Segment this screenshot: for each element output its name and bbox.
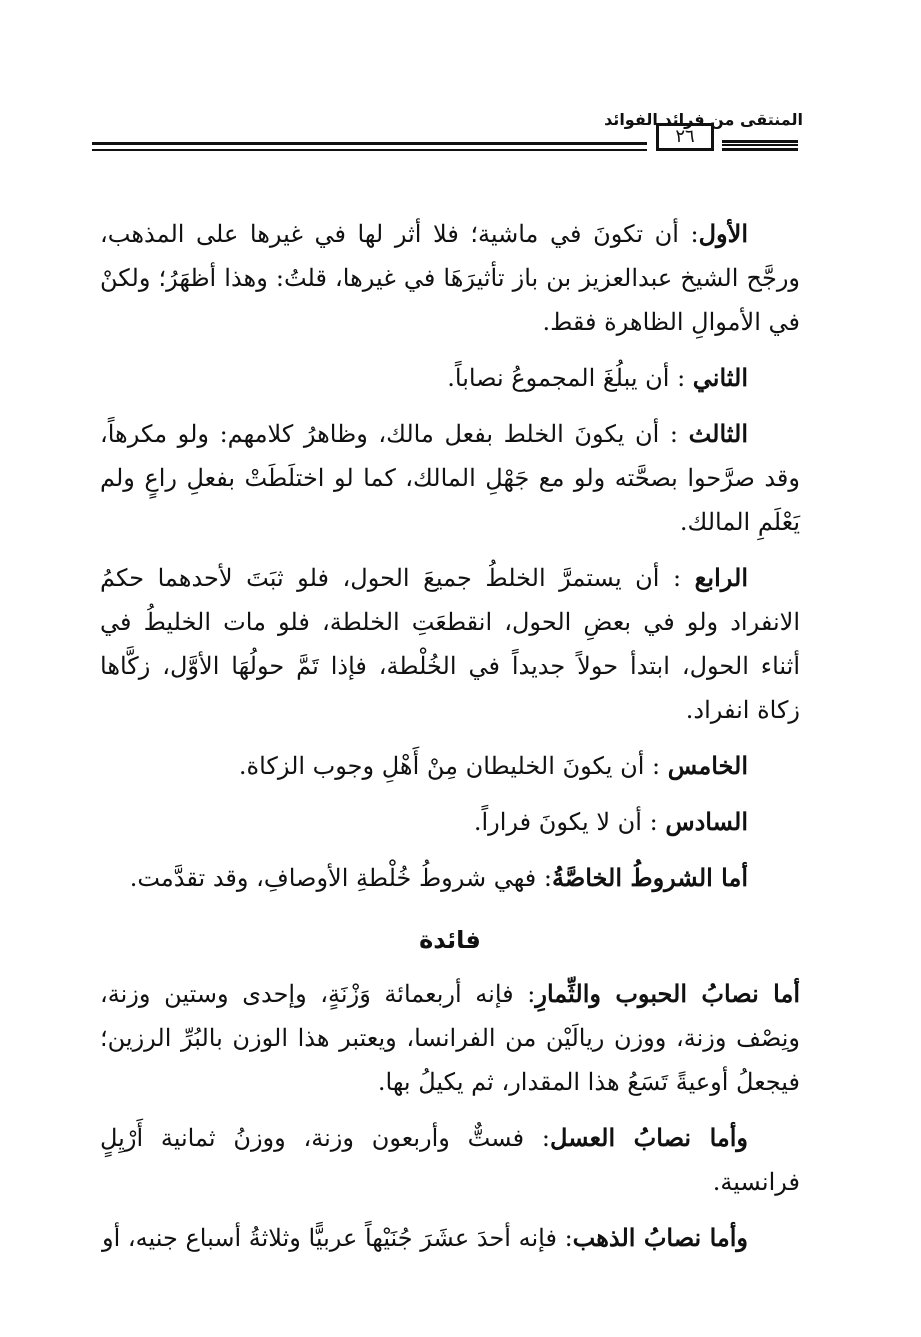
fawaid-paragraph: وأما نصابُ الذهب: فإنه أحدَ عشَرَ جُنَيْهاً عربيًّا وثلاثةُ أسباع جنيه، أو (102, 1223, 748, 1252)
header-rule-right (722, 140, 798, 151)
condition-paragraph: الخامس : أن يكونَ الخليطان مِنْ أَهْلِ وجوب الزكاة. (238, 751, 748, 780)
condition-label: الخامس (667, 751, 748, 780)
fawaid-label: وأما نصابُ العسل (550, 1123, 749, 1152)
condition-label: أما الشروطُ الخاصَّةُ (552, 863, 748, 892)
page-number: ٢٦ (656, 123, 714, 151)
condition-paragraph: الثالث : أن يكونَ الخلط بفعل مالك، وظاهرُ كلامهم: ولو مكرهاً، وقد صرَّحوا بصحَّته ولو مع جَهْلِ المالك، كما لو اختلَطَتْ بفعلِ راعٍ ولم يَعْلَمِ المالك. (100, 419, 800, 536)
running-title: المنتقى من فرائد الفوائد (604, 110, 803, 129)
condition-text: أن يبلُغَ المجموعُ نصاباً. (447, 364, 670, 392)
condition-label: الثاني (692, 363, 748, 392)
fawaid-text: فإنه أربعمائة وَزْنَةٍ، وإحدى وستين وزنة، ونِصْف وزنة، ووزن ريالَيْن من الفرانسا، ويعتبر هذا الوزن بالبُرِّ الرزين؛ فيجعلُ أوعيةً تَسَعُ هذا المقدار، ثم يكيلُ بها. (100, 980, 800, 1096)
condition-text: فهي شروطُ خُلْطةِ الأوصافِ، وقد تقدَّمت. (129, 864, 537, 892)
condition-text: أن يكونَ الخلط بفعل مالك، وظاهرُ كلامهم: ولو مكرهاً، وقد صرَّحوا بصحَّته ولو مع جَهْلِ المالك، كما لو اختلَطَتْ بفعلِ راعٍ ولم يَعْلَمِ المالك. (100, 420, 800, 536)
page-body (100, 212, 800, 1272)
condition-text: أن يستمرَّ الخلطُ جميعَ الحول، فلو ثبَتَ لأحدهما حكمُ الانفراد ولو في بعضِ الحول، انقطعَتِ الخلطة، فلو مات الخليطُ في أثناء الحول، ابتدأ حولاً جديداً في الخُلْطة، فإذا تَمَّ حولُهَا الأوَّل، زكَّاها زكاة انفراد. (100, 564, 800, 724)
condition-text: أن تكونَ في ماشية؛ فلا أثر لها في غيرها على المذهب، ورجَّح الشيخ عبدالعزيز بن باز تأثيرَهَا في غيرها، قلتُ: وهذا أظهَرُ؛ ولكنْ في الأموالِ الظاهرة فقط. (100, 220, 800, 336)
fawaid-label: أما نصابُ الحبوب والثِّمارِ (535, 979, 800, 1008)
fawaid-paragraph: وأما نصابُ العسل: فستٌّ وأربعون وزنة، ووزنُ ثمانية أَرْيِلٍ فرانسية. (100, 1123, 800, 1196)
condition-paragraph: الثاني : أن يبلُغَ المجموعُ نصاباً. (447, 363, 748, 392)
page-header (0, 100, 921, 160)
condition-paragraph: السادس : أن لا يكونَ فراراً. (473, 807, 748, 836)
fawaid-text: فستٌّ وأربعون وزنة، ووزنُ ثمانية أَرْيِلٍ فرانسية. (100, 1124, 800, 1196)
condition-paragraph: الأول: أن تكونَ في ماشية؛ فلا أثر لها في غيرها على المذهب، ورجَّح الشيخ عبدالعزيز بن باز تأثيرَهَا في غيرها، قلتُ: وهذا أظهَرُ؛ ولكنْ في الأموالِ الظاهرة فقط. (100, 219, 800, 336)
condition-paragraph: أما الشروطُ الخاصَّةُ: فهي شروطُ خُلْطةِ الأوصافِ، وقد تقدَّمت. (129, 863, 748, 892)
condition-label: الثالث (688, 419, 749, 448)
condition-text: أن لا يكونَ فراراً. (473, 808, 642, 836)
condition-paragraph: الرابع : أن يستمرَّ الخلطُ جميعَ الحول، فلو ثبَتَ لأحدهما حكمُ الانفراد ولو في بعضِ الحول، انقطعَتِ الخلطة، فلو مات الخليطُ في أثناء الحول، ابتدأ حولاً جديداً في الخُلْطة، فإذا تَمَّ حولُهَا الأوَّل، زكَّاها زكاة انفراد. (100, 563, 800, 724)
condition-label: السادس (665, 807, 748, 836)
fawaid-label: وأما نصابُ الذهب (572, 1223, 748, 1252)
condition-label: الأول (698, 219, 748, 248)
fawaid-text: فإنه أحدَ عشَرَ جُنَيْهاً عربيًّا وثلاثةُ أسباع جنيه، أو (102, 1224, 557, 1252)
condition-text: أن يكونَ الخليطان مِنْ أَهْلِ وجوب الزكاة. (238, 752, 645, 780)
header-rule-left (92, 142, 647, 151)
fawaid-paragraph: أما نصابُ الحبوب والثِّمارِ: فإنه أربعمائة وَزْنَةٍ، وإحدى وستين وزنة، ونِصْف وزنة، ووزن ريالَيْن من الفرانسا، ويعتبر هذا الوزن بالبُرِّ الرزين؛ فيجعلُ أوعيةً تَسَعُ هذا المقدار، ثم يكيلُ بها. (100, 979, 800, 1096)
section-heading: فائدة (419, 926, 481, 954)
condition-label: الرابع (694, 563, 748, 592)
